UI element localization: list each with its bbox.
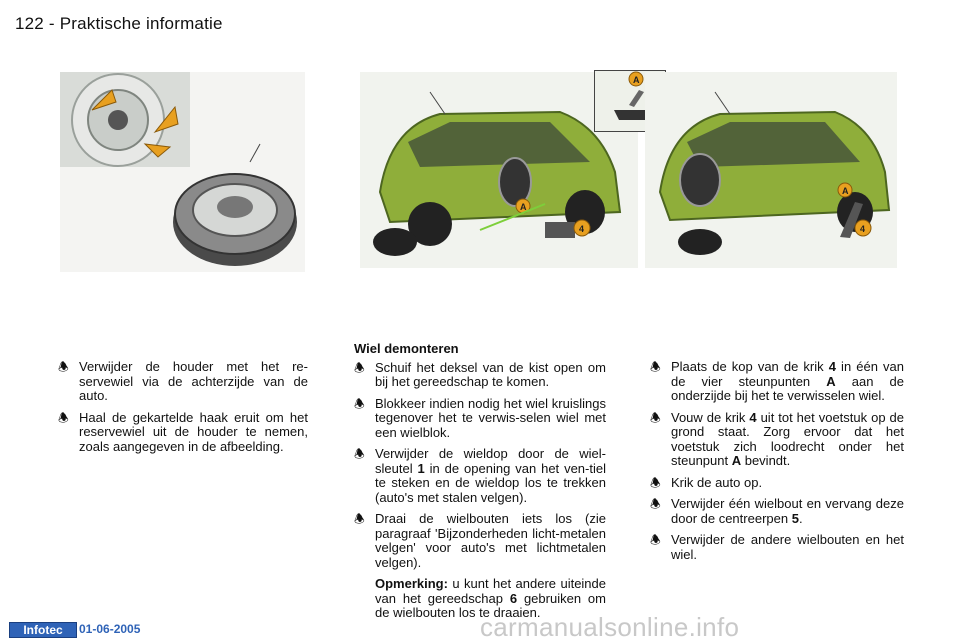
instruction-item: 🕭 Verwijder één wielbout en vervang deze door de centreerpen 5. xyxy=(650,496,904,526)
text-column-1 xyxy=(58,360,308,461)
instruction-item: 🕭 Krik de auto op. xyxy=(650,474,763,490)
instruction-item: 🕭 Draai de wielbouten iets los (zie paragraaf 'Bijzonderheden licht-metalen velgen' voor auto's met lichtmetalen velgen). xyxy=(354,511,606,570)
text-column-3 xyxy=(650,360,904,569)
page-title: Praktische informatie xyxy=(59,14,223,33)
car-jack-illustration-right xyxy=(645,72,897,268)
label-a: A xyxy=(520,202,527,212)
hand-pointer-icon: 🕭 xyxy=(650,533,661,547)
instruction-item: 🕭 Plaats de kop van de krik 4 in één van de vier steunpunten A aan de onderzijde bij het te verwisselen wiel. xyxy=(650,359,905,403)
instruction-item: 🕭 Verwijder de andere wielbouten en het wiel. xyxy=(650,532,904,562)
hand-pointer-icon: 🕭 xyxy=(650,360,661,374)
watermark: carmanualsonline.info xyxy=(480,612,740,642)
hand-pointer-icon: 🕭 xyxy=(58,360,69,374)
label-a-right: A xyxy=(842,186,849,196)
instruction-item: 🕭 Verwijder de houder met het re-servewiel via de achterzijde van de auto. xyxy=(58,359,308,403)
hand-pointer-icon: 🕭 xyxy=(354,396,365,411)
hand-pointer-icon: 🕭 xyxy=(354,512,365,526)
page-number: 122 xyxy=(15,14,44,33)
hand-pointer-icon: 🕭 xyxy=(58,410,69,425)
hand-pointer-icon: 🕭 xyxy=(650,475,661,490)
inset-label-a: A xyxy=(633,75,640,85)
hand-pointer-icon: 🕭 xyxy=(354,360,365,375)
infotec-logo: Infotec xyxy=(9,622,77,638)
instruction-item: 🕭 Verwijder de wieldop door de wiel-sleutel 1 in de opening van het ven-tiel te steken en de wieldop los te trekken (auto's met stalen velgen). xyxy=(354,446,606,505)
label-4-right: 4 xyxy=(860,224,866,234)
hand-pointer-icon: 🕭 xyxy=(650,497,661,511)
header-separator: - xyxy=(48,14,55,33)
instruction-item: 🕭 Vouw de krik 4 uit tot het voetstuk op de grond staat. Zorg ervoor dat het voetstuk zich loodrecht onder het steunpunt A bevindt. xyxy=(650,409,904,468)
instruction-item: 🕭 Haal de gekartelde haak eruit om het reservewiel uit de houder te nemen, zoals aangegeven in de afbeelding. xyxy=(58,409,308,454)
page-header xyxy=(15,14,223,34)
hand-pointer-icon: 🕭 xyxy=(650,410,661,425)
spare-wheel-illustration xyxy=(60,72,305,272)
section-heading: Wiel demonteren xyxy=(354,341,459,356)
instruction-item: 🕭 Schuif het deksel van de kist open om bij het gereedschap te komen. xyxy=(354,359,606,389)
footer-date: 01-06-2005 xyxy=(79,622,141,636)
instruction-item: 🕭 Blokkeer indien nodig het wiel kruislings tegenover het te verwis-selen wiel met een wielblok. xyxy=(354,395,606,440)
label-4: 4 xyxy=(579,224,585,234)
text-column-2 xyxy=(354,342,606,628)
hand-pointer-icon: 🕭 xyxy=(354,447,365,461)
note-paragraph: Opmerking: u kunt het andere uiteinde van het gereedschap 6 gebruiken om de wielbouten los te draaien. xyxy=(375,576,606,620)
